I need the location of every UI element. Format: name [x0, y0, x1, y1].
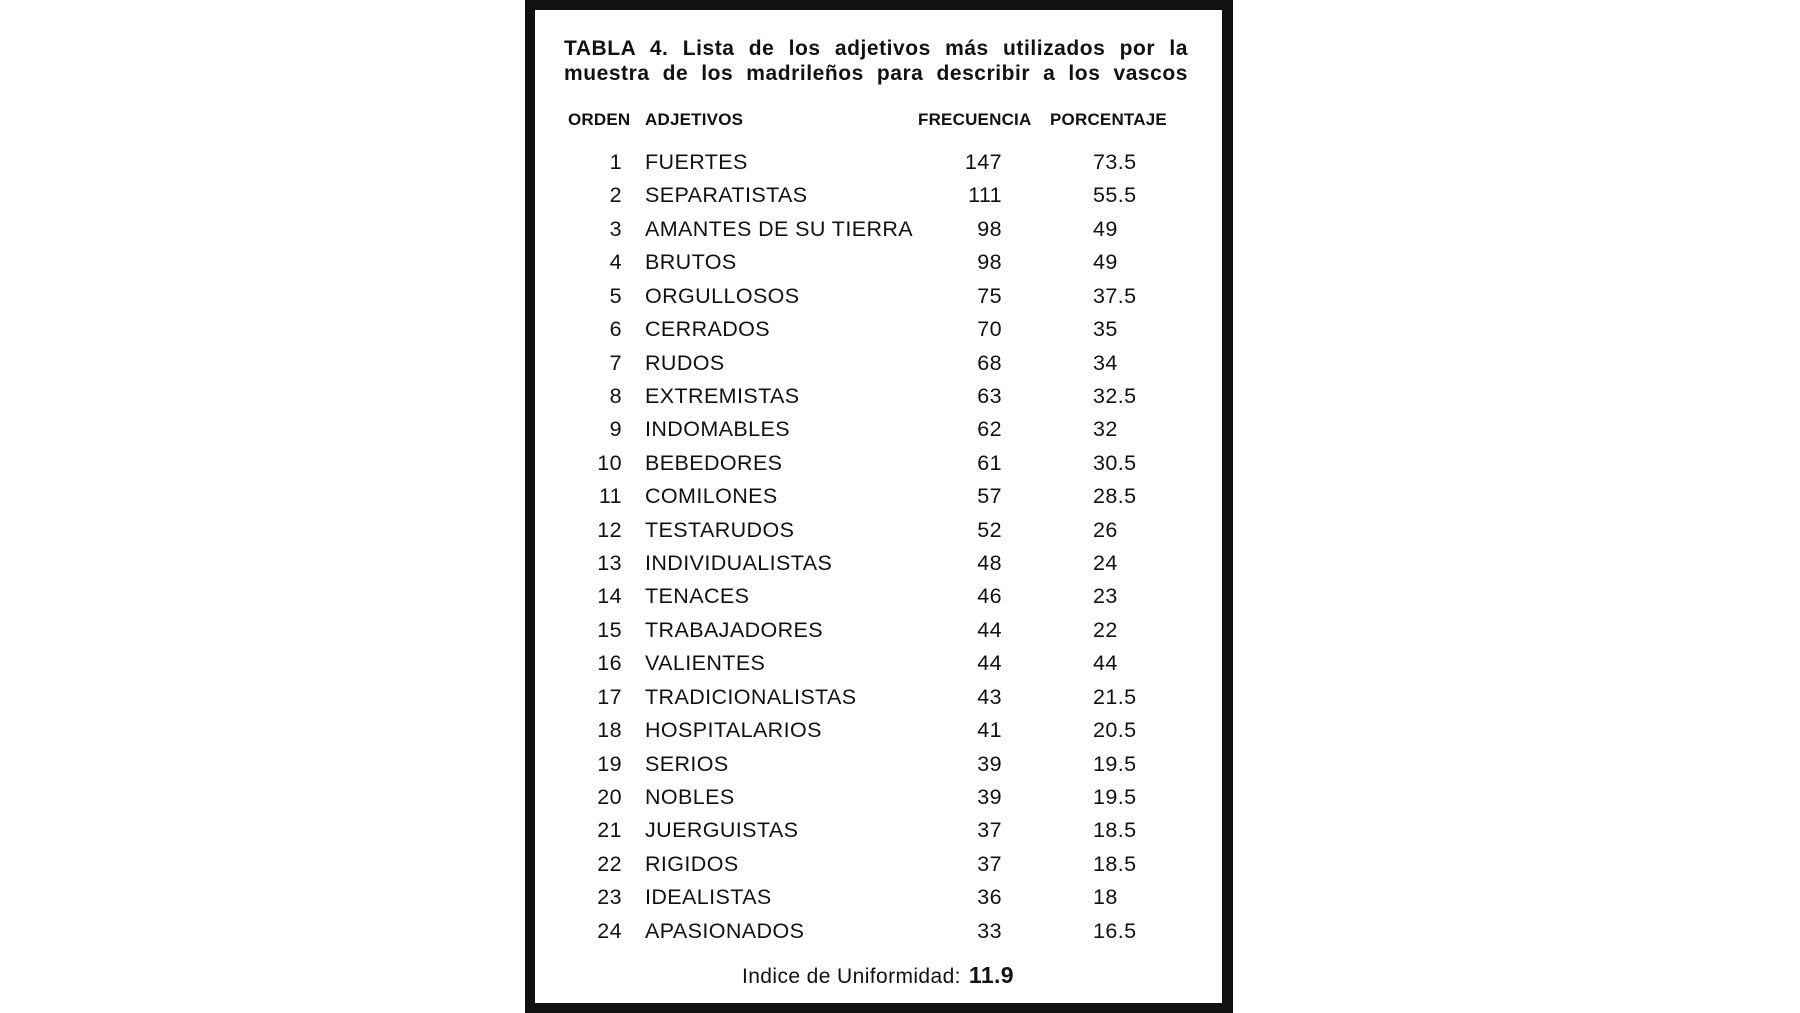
adjetivo-cell: INDIVIDUALISTAS — [645, 551, 833, 576]
frecuencia-cell: 62 — [977, 417, 1002, 442]
orden-cell: 22 — [597, 851, 622, 876]
orden-cell: 2 — [609, 183, 622, 208]
frecuencia-cell: 44 — [977, 651, 1002, 676]
frecuencia-cell: 68 — [977, 350, 1002, 375]
frecuencia-cell: 52 — [977, 517, 1002, 542]
adjetivo-cell: TRABAJADORES — [645, 617, 824, 642]
frecuencia-cell: 44 — [977, 617, 1002, 642]
porcentaje-cell: 28.5 — [1093, 484, 1137, 509]
frecuencia-cell: 39 — [977, 785, 1002, 810]
frecuencia-cell: 41 — [977, 718, 1002, 743]
orden-cell: 13 — [597, 551, 622, 576]
orden-cell: 11 — [598, 484, 622, 509]
adjetivo-cell: IDEALISTAS — [645, 885, 772, 910]
porcentaje-cell: 55.5 — [1093, 183, 1137, 208]
adjetivo-cell: JUERGUISTAS — [645, 818, 799, 843]
orden-cell: 21 — [597, 818, 622, 843]
adjetivo-cell: RUDOS — [645, 350, 725, 375]
adjetivo-cell: SEPARATISTAS — [645, 183, 808, 208]
porcentaje-cell: 32 — [1093, 417, 1118, 442]
porcentaje-cell: 34 — [1093, 350, 1118, 375]
caption-line-1: TABLA 4. Lista de los adjetivos más utilizados por la — [564, 37, 1188, 60]
table-row — [0, 517, 1800, 550]
adjetivo-cell: BEBEDORES — [645, 450, 783, 475]
adjetivo-cell: TRADICIONALISTAS — [645, 684, 857, 709]
uniformity-label: Indice de Uniformidad: — [741, 965, 961, 988]
frecuencia-cell: 70 — [977, 317, 1002, 342]
porcentaje-cell: 18.5 — [1093, 851, 1137, 876]
table-row — [0, 216, 1800, 249]
table-row — [0, 817, 1800, 850]
table-row — [0, 918, 1800, 951]
table-row — [0, 316, 1800, 349]
porcentaje-cell: 44 — [1093, 651, 1118, 676]
uniformity-index — [540, 962, 1216, 989]
adjetivo-cell: RIGIDOS — [645, 851, 739, 876]
adjetivo-cell: VALIENTES — [645, 651, 766, 676]
frecuencia-cell: 57 — [977, 484, 1002, 509]
header-adjetivos: ADJETIVOS — [645, 110, 744, 129]
table-row — [0, 684, 1800, 717]
porcentaje-cell: 26 — [1093, 517, 1118, 542]
porcentaje-cell: 35 — [1093, 317, 1118, 342]
table-row — [0, 182, 1800, 215]
frecuencia-cell: 147 — [964, 150, 1002, 174]
orden-cell: 10 — [597, 450, 622, 475]
orden-cell: 18 — [597, 718, 622, 743]
adjetivo-cell: FUERTES — [645, 150, 748, 174]
porcentaje-cell: 19.5 — [1093, 751, 1137, 776]
frecuencia-cell: 63 — [977, 383, 1002, 408]
orden-cell: 17 — [597, 684, 622, 709]
frecuencia-cell: 48 — [977, 551, 1002, 576]
table-row — [0, 383, 1800, 416]
orden-cell: 5 — [609, 283, 622, 308]
table-row — [0, 751, 1800, 784]
orden-cell: 1 — [609, 150, 622, 174]
frecuencia-cell: 37 — [977, 818, 1002, 843]
porcentaje-cell: 32.5 — [1093, 383, 1137, 408]
adjetivo-cell: EXTREMISTAS — [645, 383, 800, 408]
adjetivo-cell: AMANTES DE SU TIERRA — [645, 216, 914, 241]
frecuencia-cell: 75 — [977, 283, 1002, 308]
adjetivo-cell: ORGULLOSOS — [645, 283, 800, 308]
adjetivo-cell: NOBLES — [645, 785, 735, 810]
table-body — [0, 149, 1800, 951]
table-row — [0, 550, 1800, 583]
adjetivo-cell: HOSPITALARIOS — [645, 718, 822, 743]
header-orden: ORDEN — [568, 110, 631, 129]
frecuencia-cell: 61 — [977, 450, 1002, 475]
porcentaje-cell: 16.5 — [1093, 918, 1137, 943]
orden-cell: 3 — [609, 216, 622, 241]
frecuencia-cell: 43 — [977, 684, 1002, 709]
orden-cell: 12 — [597, 517, 622, 542]
porcentaje-cell: 23 — [1093, 584, 1118, 609]
orden-cell: 7 — [609, 350, 622, 375]
orden-cell: 6 — [609, 317, 622, 342]
table-row — [0, 416, 1800, 449]
porcentaje-cell: 49 — [1093, 250, 1118, 275]
adjetivo-cell: TENACES — [645, 584, 750, 609]
table-row — [0, 149, 1800, 182]
table-row — [0, 717, 1800, 750]
porcentaje-cell: 49 — [1093, 216, 1118, 241]
table-row — [0, 617, 1800, 650]
orden-cell: 23 — [597, 885, 622, 910]
orden-cell: 16 — [597, 651, 622, 676]
orden-cell: 20 — [597, 785, 622, 810]
table-row — [0, 884, 1800, 917]
table-row — [0, 851, 1800, 884]
porcentaje-cell: 73.5 — [1093, 150, 1137, 174]
orden-cell: 15 — [597, 617, 622, 642]
porcentaje-cell: 20.5 — [1093, 718, 1137, 743]
frecuencia-cell: 39 — [977, 751, 1002, 776]
frecuencia-cell: 98 — [977, 250, 1002, 275]
frecuencia-cell: 36 — [977, 885, 1002, 910]
table-row — [0, 350, 1800, 383]
porcentaje-cell: 18 — [1093, 885, 1118, 910]
porcentaje-cell: 18.5 — [1093, 818, 1137, 843]
frecuencia-cell: 33 — [977, 918, 1002, 943]
frecuencia-cell: 37 — [977, 851, 1002, 876]
frecuencia-cell: 46 — [977, 584, 1002, 609]
uniformity-value: 11.9 — [968, 962, 1015, 988]
table-caption — [564, 36, 1188, 86]
orden-cell: 8 — [609, 383, 622, 408]
porcentaje-cell: 19.5 — [1093, 785, 1137, 810]
caption-line-2: muestra de los madrileños para describir a los vascos — [564, 62, 1188, 85]
porcentaje-cell: 21.5 — [1093, 684, 1137, 709]
orden-cell: 9 — [609, 417, 622, 442]
adjetivo-cell: COMILONES — [645, 484, 778, 509]
orden-cell: 24 — [597, 918, 622, 943]
table-row — [0, 450, 1800, 483]
adjetivo-cell: APASIONADOS — [645, 918, 805, 943]
table-row — [0, 483, 1800, 516]
header-porcentaje: PORCENTAJE — [1050, 110, 1167, 129]
porcentaje-cell: 37.5 — [1093, 283, 1137, 308]
table-row — [0, 283, 1800, 316]
frecuencia-cell: 98 — [977, 216, 1002, 241]
adjetivo-cell: INDOMABLES — [645, 417, 790, 442]
table-row — [0, 249, 1800, 282]
table-row — [0, 650, 1800, 683]
header-frecuencia: FRECUENCIA — [918, 110, 1032, 129]
adjetivo-cell: BRUTOS — [645, 250, 737, 275]
adjetivo-cell: SERIOS — [645, 751, 729, 776]
adjetivo-cell: TESTARUDOS — [645, 517, 795, 542]
adjetivo-cell: CERRADOS — [645, 317, 771, 342]
porcentaje-cell: 22 — [1093, 617, 1118, 642]
orden-cell: 14 — [597, 584, 622, 609]
table-row — [0, 784, 1800, 817]
table-row — [0, 583, 1800, 616]
orden-cell: 4 — [609, 250, 622, 275]
orden-cell: 19 — [597, 751, 622, 776]
frecuencia-cell: 111 — [968, 183, 1002, 208]
porcentaje-cell: 24 — [1093, 551, 1118, 576]
porcentaje-cell: 30.5 — [1093, 450, 1137, 475]
